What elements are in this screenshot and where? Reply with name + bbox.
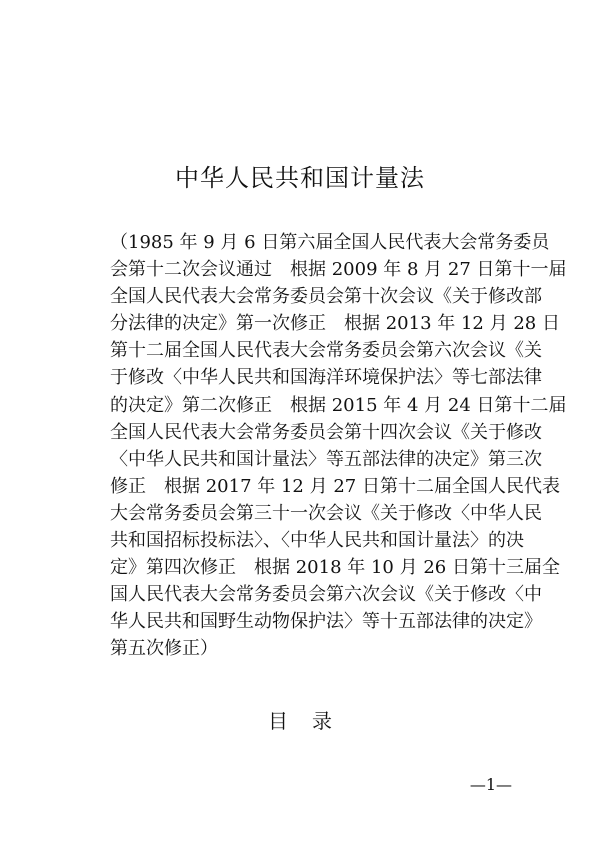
preamble-line: 修正 根据 2017 年 12 月 27 日第十二届全国人民代表 [110,475,560,497]
preamble-line: 全国人民代表大会常务委员会第十次会议《关于修改部 [110,286,542,308]
preamble-line: 共和国招标投标法〉、〈中华人民共和国计量法〉的决 [110,530,524,552]
preamble-line: 于修改〈中华人民共和国海洋环境保护法〉等七部法律 [110,367,542,389]
preamble-line: 定》第四次修正 根据 2018 年 10 月 26 日第十三届全 [110,557,560,579]
preamble-line: 全国人民代表大会常务委员会第十四次会议《关于修改 [110,421,542,443]
preamble-line: 大会常务委员会第三十一次会议《关于修改〈中华人民 [110,502,542,524]
preamble-line: 〈中华人民共和国计量法〉等五部法律的决定》第三次 [110,448,542,470]
document-title: 中华人民共和国计量法 [175,164,425,192]
preamble-line: 会第十二次会议通过 根据 2009 年 8 月 27 日第十一届 [110,259,567,281]
preamble-line: 第十二届全国人民代表大会常务委员会第六次会议《关 [110,340,542,362]
preamble-line: （1985 年 9 月 6 日第六届全国人民代表大会常务委员 [110,232,550,253]
preamble-line: 的决定》第二次修正 根据 2015 年 4 月 24 日第十二届 [110,394,567,416]
table-of-contents-heading: 目录 [268,709,356,733]
preamble-line: 第五次修正） [110,638,218,660]
preamble-line: 华人民共和国野生动物保护法〉等十五部法律的决定》 [110,611,542,633]
preamble-line: 分法律的决定》第一次修正 根据 2013 年 12 月 28 日 [110,313,560,335]
legislative-history-preamble [110,229,567,663]
page-number: —1— [469,775,512,794]
preamble-line: 国人民代表大会常务委员会第六次会议《关于修改〈中 [110,584,542,606]
